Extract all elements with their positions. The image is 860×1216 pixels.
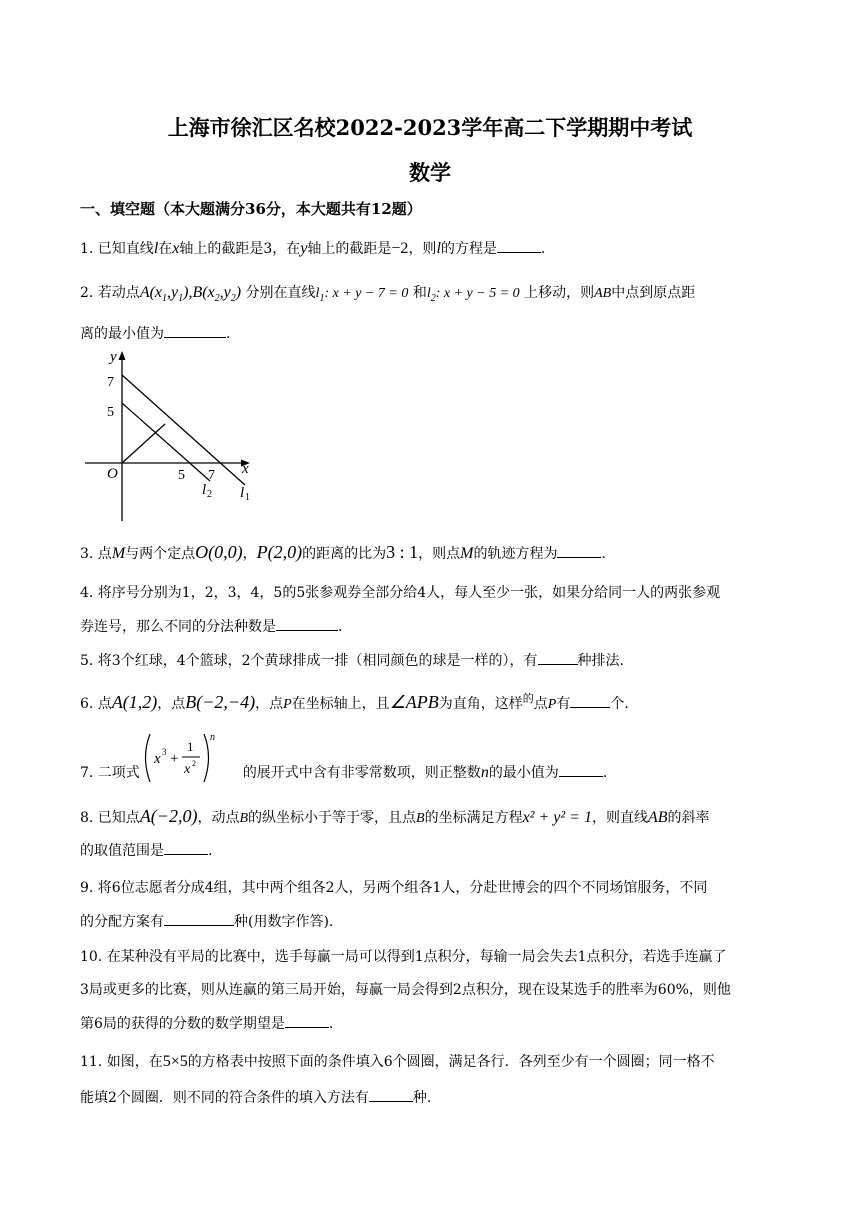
q8-text: 的坐标满足方程: [424, 810, 523, 826]
q6-math: A(1,2): [111, 692, 158, 712]
q8-var: B: [416, 811, 425, 826]
q5-text: 种排法.: [577, 653, 624, 669]
q11-math: 5×5: [162, 1053, 188, 1070]
q1-var: x: [172, 240, 180, 257]
question-6: [80, 690, 629, 713]
q6-text: 在坐标轴上，且: [291, 696, 390, 712]
question-10-line-3: [80, 1013, 333, 1033]
y-tick-7: 7: [107, 375, 114, 390]
q9-text: 的分配方案有: [80, 914, 164, 930]
q9-text: 种(用数字作答).: [234, 914, 334, 930]
question-4: 4. 将序号分别为1，2，3，4，5的5张参观券全部分给4人，每人至少一张，如果分给同一人的两张参观: [80, 585, 721, 601]
q2-text: .: [226, 326, 231, 342]
denominator-exponent: 2: [192, 759, 196, 768]
q1-text: .: [540, 241, 546, 257]
q3-text: ，则点: [418, 546, 461, 562]
q3-text: 3. 点: [80, 546, 112, 562]
q6-var: P: [283, 697, 292, 712]
question-11-line-2: [80, 1087, 431, 1107]
q8-text: .: [208, 843, 213, 859]
x-cubed-exponent: 3: [162, 747, 167, 757]
q1-text: 1. 已知直线: [80, 241, 154, 257]
fraction-denominator: x: [184, 762, 191, 777]
q1-var: l: [153, 240, 159, 257]
question-9-line-2: [80, 911, 333, 931]
q8-text: 的斜率: [667, 810, 710, 826]
answer-blank[interactable]: [497, 240, 541, 253]
question-2-line-2: [80, 323, 230, 343]
q7-text: 的最小值为: [488, 765, 559, 781]
line-graph-figure: [80, 345, 280, 525]
question-11: [80, 1051, 715, 1071]
q8-var: B: [239, 811, 249, 826]
q8-math: AB: [647, 809, 668, 826]
q2-math: : x + y − 7 = 0: [324, 286, 409, 301]
fraction-numerator: 1: [187, 739, 194, 754]
binomial-expression: [138, 730, 218, 788]
y-axis-label: y: [110, 349, 117, 365]
section-heading: 一、填空题（本大题满分36分，本大题共有12题）: [80, 200, 422, 218]
question-5: [80, 650, 624, 670]
q2-math: ): [235, 284, 242, 301]
l2-subscript: 2: [207, 489, 212, 500]
q2-text: 和: [412, 285, 427, 301]
q2-math: ,y: [167, 284, 179, 301]
answer-blank[interactable]: [285, 1015, 329, 1028]
q3-text: .: [601, 546, 606, 562]
q1-var: y: [300, 240, 308, 257]
q1-math: −2: [391, 240, 409, 257]
q11-text: 11. 如图，在: [80, 1054, 163, 1070]
question-1: [80, 238, 545, 258]
q6-text: 的: [522, 692, 534, 705]
y-arrow: [119, 351, 126, 360]
q8-text: ，动点: [197, 810, 240, 826]
q11-text: 的方格表中按照下面的条件填入6个圆圈，满足各行．各列至少有一个圆圈；同一格不: [187, 1054, 715, 1070]
question-4-line-2: [80, 616, 342, 636]
q2-math: 2: [230, 293, 236, 305]
q2-math: ),B(x: [183, 284, 215, 301]
question-3: [80, 542, 606, 563]
q3-text: ，: [242, 546, 257, 562]
q11-text: 能填2个圆圈．则不同的符合条件的填入方法有: [80, 1090, 369, 1106]
q7-text: 的展开式中含有非零常数项，则正整数: [242, 765, 481, 781]
q6-math: ∠APB: [389, 692, 439, 712]
q6-text: ，点: [157, 696, 186, 712]
q8-text: 8. 已知点: [80, 810, 140, 826]
q2-text: 分别在直线: [245, 285, 316, 301]
q2-text: 离的最小值为: [80, 326, 164, 342]
x-tick-7: 7: [208, 468, 215, 483]
q2-math: 1: [178, 293, 184, 305]
q3-var: M: [460, 545, 474, 562]
q1-text: ，则: [408, 241, 437, 257]
q1-var: l: [436, 240, 441, 257]
question-8-line-2: [80, 840, 212, 860]
l1-label: l: [240, 485, 245, 501]
q8-text: 的纵坐标小于等于零，且点: [248, 810, 417, 826]
answer-blank[interactable]: [559, 764, 603, 777]
q3-math: 3 : 1: [386, 542, 419, 562]
q4-text: .: [338, 619, 343, 635]
q2-math: 2: [430, 292, 436, 304]
y-tick-5: 5: [107, 405, 114, 420]
plus-sign: +: [170, 751, 179, 767]
left-paren: [146, 734, 151, 782]
answer-blank[interactable]: [276, 618, 338, 631]
answer-blank[interactable]: [164, 325, 226, 338]
q8-text: 的取值范围是: [80, 843, 164, 859]
q2-text: 上移动，则: [524, 285, 595, 301]
q2-math: 2: [214, 293, 220, 305]
q3-text: 与两个定点: [125, 546, 196, 562]
q3-math: P(2,0): [256, 542, 303, 562]
answer-blank[interactable]: [164, 913, 234, 926]
q8-math: A(−2,0): [139, 806, 198, 826]
q7-text: 7. 二项式: [80, 765, 140, 781]
q6-text: 点: [533, 696, 548, 712]
q2-math: ,y: [219, 284, 231, 301]
q6-text: 有: [556, 696, 571, 712]
q1-text: 在: [158, 241, 173, 257]
q2-text: 2. 若动点: [80, 285, 140, 301]
q6-math: B(−2,−4): [185, 692, 256, 712]
exam-subject: 数学: [409, 160, 451, 185]
q6-text: 个.: [610, 696, 629, 712]
q6-text: ，点: [255, 696, 284, 712]
q3-var: M: [111, 545, 126, 562]
question-10-line-2: 3局或更多的比赛，则从连赢的第三局开始，每赢一局会得到2点积分，现在设某选手的胜率为60%，则他: [80, 982, 731, 998]
q7-text: .: [602, 765, 608, 781]
x-cubed-base: x: [154, 751, 161, 767]
question-10: 10. 在某种没有平局的比赛中，选手每赢一局可以得到1点积分，每输一局会失去1点积分，若选手连赢了: [80, 949, 727, 965]
q8-math: x² + y² = 1: [522, 809, 592, 826]
q2-math: AB: [594, 286, 612, 301]
q3-text: 的轨迹方程为: [473, 546, 558, 562]
q2-math: : x + y − 5 = 0: [435, 286, 520, 301]
q1-text: 轴上的截距是3，在: [179, 241, 301, 257]
q10-text: .: [328, 1016, 334, 1032]
l2-label: l: [202, 482, 207, 498]
q7-var: n: [480, 764, 489, 781]
answer-blank[interactable]: [164, 842, 208, 855]
question-9: 9. 将6位志愿者分成4组，其中两个组各2人，另两个组各1人，分赴世博会的四个不同场馆服务，不同: [80, 880, 708, 896]
answer-blank[interactable]: [570, 695, 610, 708]
x-tick-5: 5: [178, 468, 185, 483]
q4-text: 券连号，那么不同的分法种数是: [80, 619, 276, 635]
question-8: [80, 806, 710, 827]
q2-math: 1: [162, 293, 168, 305]
answer-blank[interactable]: [538, 652, 578, 665]
q5-text: 5. 将3个红球，4个篮球，2个黄球排成一排（相同颜色的球是一样的），有: [80, 653, 538, 669]
q2-math: A(x: [139, 284, 163, 301]
origin-label: O: [107, 466, 118, 482]
q6-text: 6. 点: [80, 696, 112, 712]
q1-text: 轴上的截距是: [307, 241, 392, 257]
q1-text: 的方程是: [440, 241, 497, 257]
perpendicular-segment: [122, 424, 165, 463]
l1-subscript: 1: [245, 492, 250, 503]
q2-math: 1: [319, 292, 325, 304]
answer-blank[interactable]: [369, 1089, 413, 1102]
binomial-power: n: [210, 732, 215, 743]
q6-text: 为直角，这样: [438, 696, 523, 712]
q6-var: P: [547, 697, 557, 712]
q2-math: l: [315, 286, 320, 301]
q11-text: 种.: [412, 1090, 432, 1106]
q2-math: l: [426, 286, 431, 301]
q3-math: O(0,0): [195, 542, 243, 562]
q3-text: 的距离的比为: [302, 546, 387, 562]
right-paren: [204, 734, 209, 782]
q10-text: 第6局的获得的分数的数学期望是: [80, 1016, 285, 1032]
x-axis-label: x: [242, 461, 249, 477]
exam-title: 上海市徐汇区名校2022-2023学年高二下学期期中考试: [167, 115, 693, 140]
answer-blank[interactable]: [557, 545, 601, 558]
q8-text: ，则直线: [591, 810, 648, 826]
question-2: [80, 282, 695, 304]
q2-text: 中点到原点距: [611, 285, 696, 301]
